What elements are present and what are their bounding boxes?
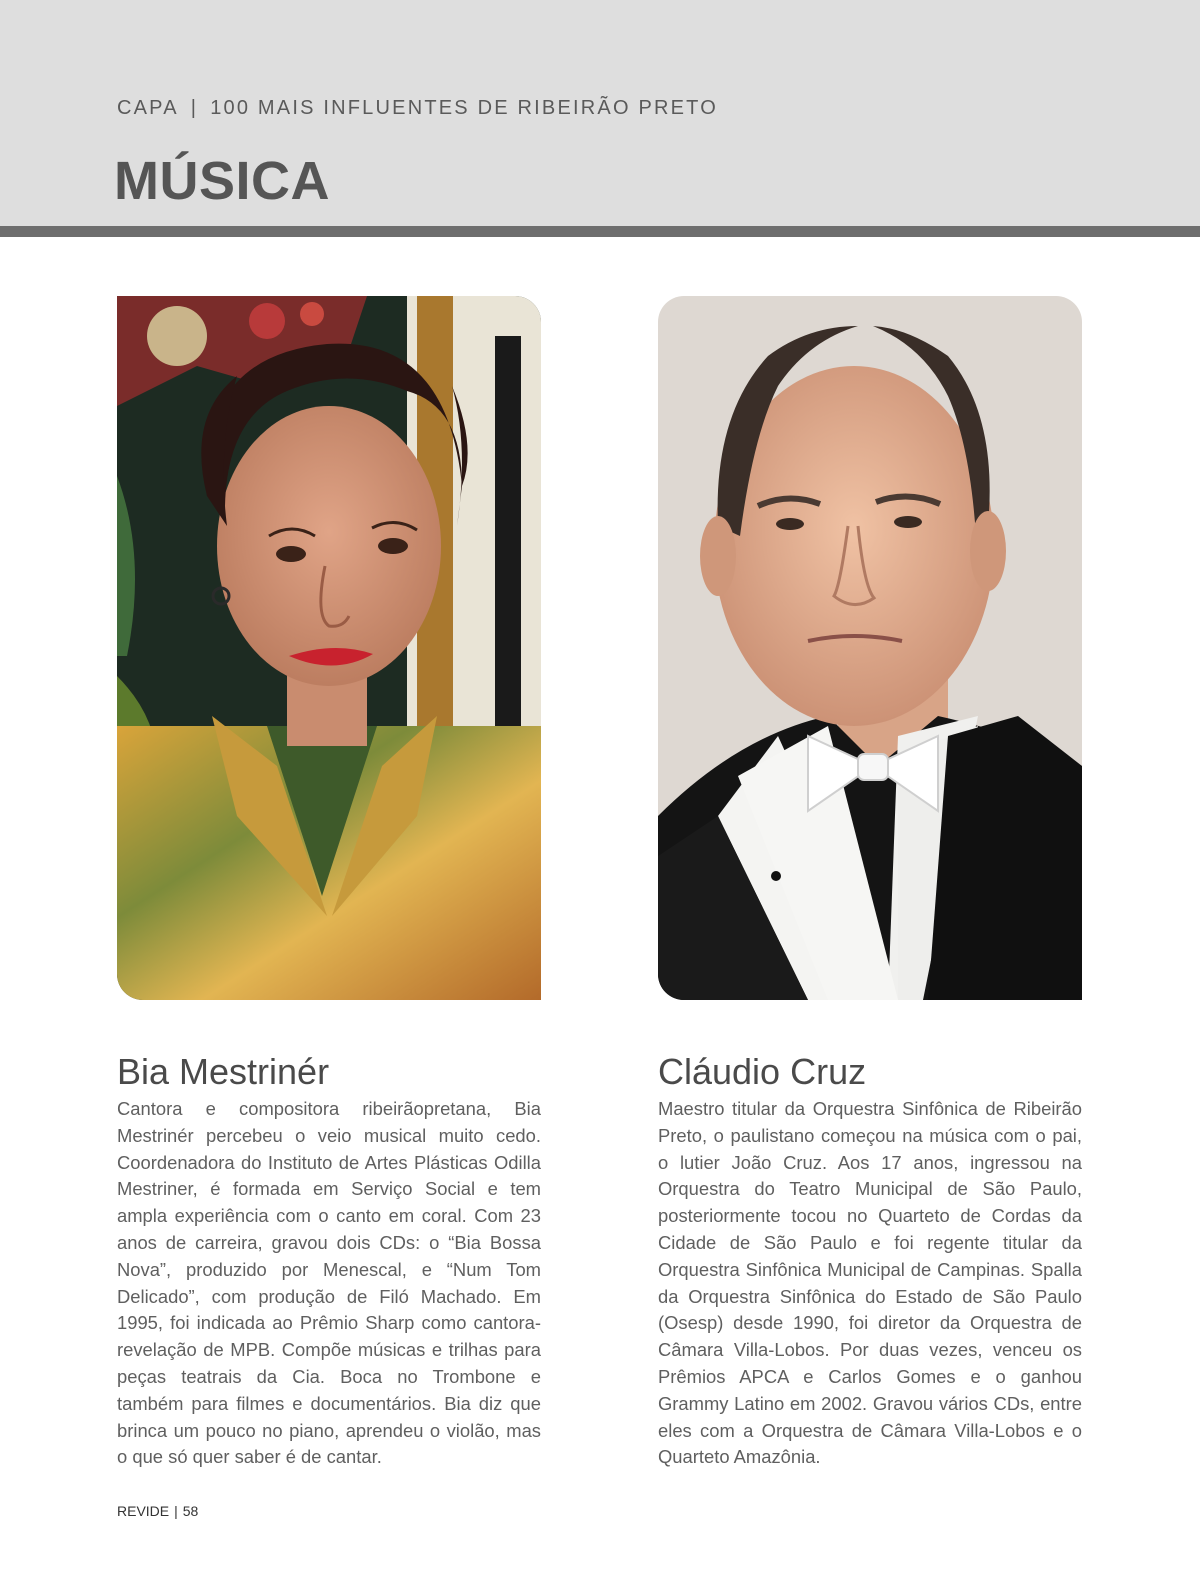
portrait-man-photo (658, 296, 1082, 1000)
profile-column-left (117, 1051, 541, 1471)
page-title: MÚSICA (114, 151, 330, 211)
section-kicker (117, 97, 718, 120)
portrait-woman-image (117, 296, 541, 1000)
person-bio: Maestro titular da Orquestra Sinfônica de Ribeirão Preto, o paulistano começou na música com o pai, o lutier João Cruz. Aos 17 anos, ingressou na Orquestra do Teatro Municipal de São Paulo, posteriormente tocou no Quarteto de Cordas da Cidade de São Paulo e foi regente titular da Orquestra Sinfônica Municipal de Campinas. Spalla da Orquestra Sinfônica do Estado de São Paulo (Osesp) desde 1990, foi diretor da Orquestra de Câmara Villa-Lobos. Por duas vezes, venceu os Prêmios APCA e Carlos Gomes e o ganhou Grammy Latino em 2002. Gravou vários CDs, entre eles com a Orquestra de Câmara Villa-Lobos e o Quarteto Amazônia. (658, 1098, 1082, 1468)
section-subtitle: 100 MAIS INFLUENTES DE RIBEIRÃO PRETO (210, 97, 718, 119)
profile-column-right (658, 1051, 1082, 1471)
header-rule (0, 226, 1200, 237)
page-number: 58 (182, 1503, 199, 1519)
person-bio: Cantora e compositora ribeirãopretana, Bia Mestrinér percebeu o veio musical muito cedo. Coordenadora do Instituto de Artes Plásticas Odilla Mestriner, é formada em Serviço Social e tem ampla experiência com o canto em coral. Com 23 anos de carreira, gravou dois CDs: o “Bia Bossa Nova”, produzido por Menescal, e “Num Tom Delicado”, com produção de Filó Machado. Em 1995, foi indicada ao Prêmio Sharp como cantora-revelação de MPB. Compõe músicas e trilhas para peças teatrais da Cia. Boca no Trombone e também para filmes e documentários. Bia diz que brinca um pouco no piano, aprendeu o violão, mas o que só quer saber é de cantar. (117, 1098, 541, 1468)
portrait-woman-photo (117, 296, 541, 1000)
section-label: CAPA (117, 97, 179, 119)
page-footer (117, 1503, 198, 1519)
portrait-man-image (658, 296, 1082, 1000)
footer-separator: | (174, 1503, 178, 1519)
publication-name: REVIDE (117, 1503, 170, 1519)
person-name: Cláudio Cruz (658, 1051, 867, 1092)
header-band (0, 0, 1200, 226)
person-name: Bia Mestrinér (117, 1051, 330, 1092)
kicker-separator: | (190, 97, 199, 119)
